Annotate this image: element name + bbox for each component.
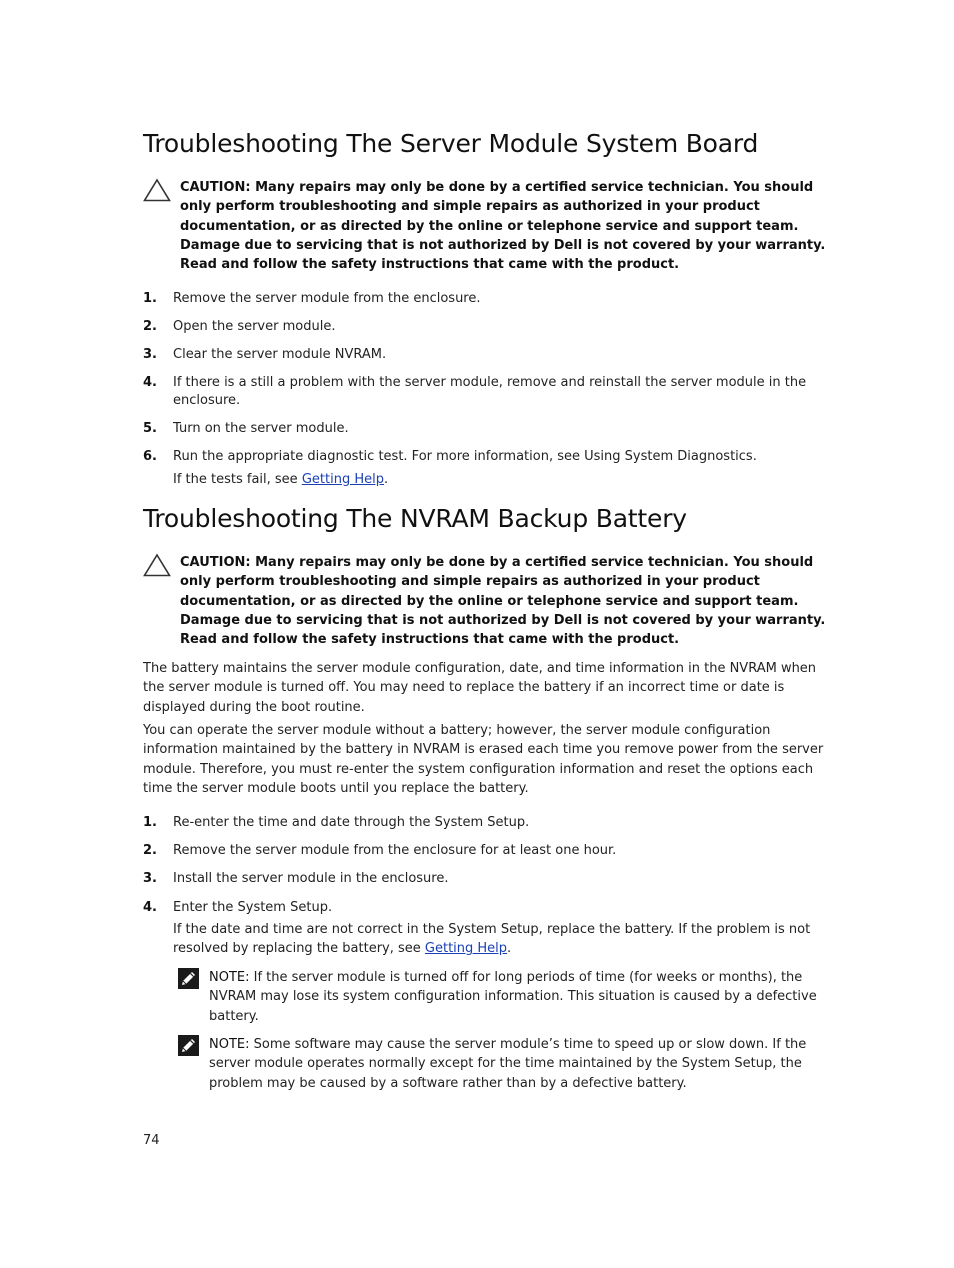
step-number: 2. — [143, 843, 157, 858]
step-text: Remove the server module from the enclosure for at least one hour. — [173, 843, 617, 858]
followup-suffix: . — [507, 941, 512, 957]
getting-help-link[interactable]: Getting Help — [424, 941, 508, 957]
caution-triangle-icon — [143, 553, 171, 577]
step-number: 4. — [143, 375, 157, 390]
step-number: 6. — [143, 449, 157, 464]
step-number: 3. — [143, 871, 157, 886]
note-label: NOTE: — [209, 1037, 250, 1052]
step-number: 3. — [143, 347, 157, 362]
note-label: NOTE: — [209, 970, 250, 985]
body-paragraph: The battery maintains the server module configuration, date, and time information in the NVRAM when the server module is turned off. You may need to replace the battery if an incorrect time or date is displayed during the boot routine. — [143, 661, 817, 715]
followup-suffix: . — [383, 472, 389, 487]
note-text — [209, 968, 833, 1026]
followup-text: If the date and time are not correct in the System Setup, replace the battery. If the problem is not resolved by replacing the battery, see — [173, 922, 811, 957]
getting-help-link[interactable]: Getting Help — [301, 472, 384, 487]
section-title-nvram-battery: Troubleshooting The NVRAM Backup Battery — [143, 504, 687, 533]
note-body: Some software may cause the server module’s time to speed up or slow down. If the server module operates normally except for the time maintained by the System Setup, the problem may be caused by a software rather than by a defective battery. — [209, 1037, 807, 1091]
step-text: Turn on the server module. — [173, 421, 349, 436]
step-number: 5. — [143, 421, 157, 436]
note-pencil-icon — [178, 968, 199, 989]
step-text: Install the server module in the enclosure. — [173, 871, 449, 886]
followup-text: If the tests fail, see — [173, 472, 302, 487]
body-paragraph: You can operate the server module without a battery; however, the server module configuration information maintained by the battery in NVRAM is erased each time you remove power from the server module. Therefore, you must re-enter the system configuration information and reset the options each time the server module boots until you replace the battery. — [143, 723, 824, 796]
step-text: Run the appropriate diagnostic test. For more information, see Using System Diagnostics. — [173, 449, 757, 464]
step-number: 1. — [143, 815, 157, 830]
page-number: 74 — [143, 1133, 160, 1148]
note-text — [209, 1035, 833, 1093]
note-pencil-icon — [178, 1035, 199, 1056]
section-title-system-board: Troubleshooting The Server Module System Board — [143, 129, 759, 158]
caution-text: CAUTION: Many repairs may only be done by a certified service technician. You should only perform troubleshooting and simple repairs as authorized in your product documentation, or as directed by the online or telephone service and support team. Damage due to servicing that is not authorized by Dell is not covered by your warranty. Read and follow the safety instructions that came with the product. — [180, 180, 826, 273]
caution-text: CAUTION: Many repairs may only be done by a certified service technician. You should only perform troubleshooting and simple repairs as authorized in your product documentation, or as directed by the online or telephone service and support team. Damage due to servicing that is not authorized by Dell is not covered by your warranty. Read and follow the safety instructions that came with the product. — [180, 555, 826, 648]
step-number: 4. — [143, 900, 157, 915]
step-text: Enter the System Setup. — [173, 900, 333, 915]
caution-triangle-icon — [143, 178, 171, 202]
step-text: If there is a still a problem with the server module, remove and reinstall the server module in the enclosure. — [173, 375, 807, 408]
step-number: 1. — [143, 291, 157, 306]
step-text: Re-enter the time and date through the System Setup. — [173, 815, 530, 830]
step-number: 2. — [143, 319, 157, 334]
step-followup — [173, 920, 833, 959]
step-followup — [173, 470, 833, 489]
step-text: Remove the server module from the enclosure. — [173, 291, 481, 306]
step-text: Open the server module. — [173, 319, 336, 334]
note-body: If the server module is turned off for long periods of time (for weeks or months), the NVRAM may lose its system configuration information. This situation is caused by a defective battery. — [209, 970, 817, 1024]
step-text: Clear the server module NVRAM. — [173, 347, 387, 362]
